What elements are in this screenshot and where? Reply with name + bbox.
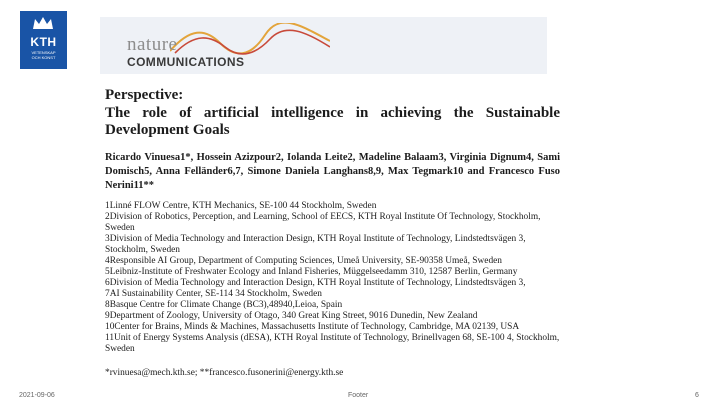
journal-name-communications: COMMUNICATIONS (127, 55, 245, 69)
affiliation-item: 6Division of Media Technology and Interaction Design, KTH Royal Institute of Technology, Lindstedtsvägen 3, (105, 278, 526, 288)
contact-email: *rvinuesa@mech.kth.se; **francesco.fusonerini@energy.kth.se (105, 368, 344, 378)
footer-date: 2021-09-06 (19, 392, 55, 399)
paper-title: The role of artificial intelligence in achieving the Sustainable Development Goals (105, 105, 560, 138)
affiliation-item: 11Unit of Energy Systems Analysis (dESA), KTH Royal Institute of Technology, Brinellvagen 68, SE-100 4, Stockholm, Sweden (105, 333, 560, 354)
affiliation-list (105, 201, 560, 355)
logo-motto: VETENSKAP OCH KONST (31, 50, 56, 60)
page-number: 6 (695, 392, 699, 399)
affiliation-item: 2Division of Robotics, Perception, and Learning, School of EECS, KTH Royal Institute Of Technology, Stockholm, Sweden (105, 212, 541, 233)
kth-logo (20, 11, 67, 69)
article-type-label: Perspective: (105, 87, 184, 103)
affiliation-item: 4Responsible AI Group, Department of Computing Sciences, Umeå University, SE-90358 Umeå, Sweden (105, 256, 502, 266)
affiliation-item: 5Leibniz-Institute of Freshwater Ecology and Inland Fisheries, Müggelseedamm 310, 12587 Berlin, Germany (105, 267, 518, 277)
affiliation-item: 9Department of Zoology, University of Otago, 340 Great King Street, 9016 Dunedin, New Zealand (105, 311, 478, 321)
journal-banner (100, 17, 547, 74)
affiliation-item: 8Basque Centre for Climate Change (BC3),48940,Leioa, Spain (105, 300, 343, 310)
author-list: Ricardo Vinuesa1*, Hossein Azizpour2, Iolanda Leite2, Madeline Balaam3, Virginia Dignum4, Sami Domisch5, Anna Felländer6,7, Simone Daniela Langhans8,9, Max Tegmark10 and Francesco Fuso Nerini11** (105, 152, 560, 191)
journal-name-nature: nature (127, 34, 178, 55)
paper-content (105, 86, 560, 378)
crown-icon (32, 16, 54, 30)
footer-label: Footer (348, 392, 369, 399)
affiliation-item: 3Division of Media Technology and Interaction Design, KTH Royal Institute of Technology, Lindstedtsvägen 3, Stockholm, Sweden (105, 234, 526, 255)
banner-wave-graphic (170, 23, 330, 57)
affiliation-item: 1Linné FLOW Centre, KTH Mechanics, SE-100 44 Stockholm, Sweden (105, 201, 377, 211)
logo-name: KTH (30, 35, 57, 49)
affiliation-item: 10Center for Brains, Minds & Machines, Massachusetts Institute of Technology, Cambridge, MA 02139, USA (105, 322, 520, 332)
affiliation-item: 7AI Sustainability Center, SE-114 34 Stockholm, Sweden (105, 289, 322, 299)
